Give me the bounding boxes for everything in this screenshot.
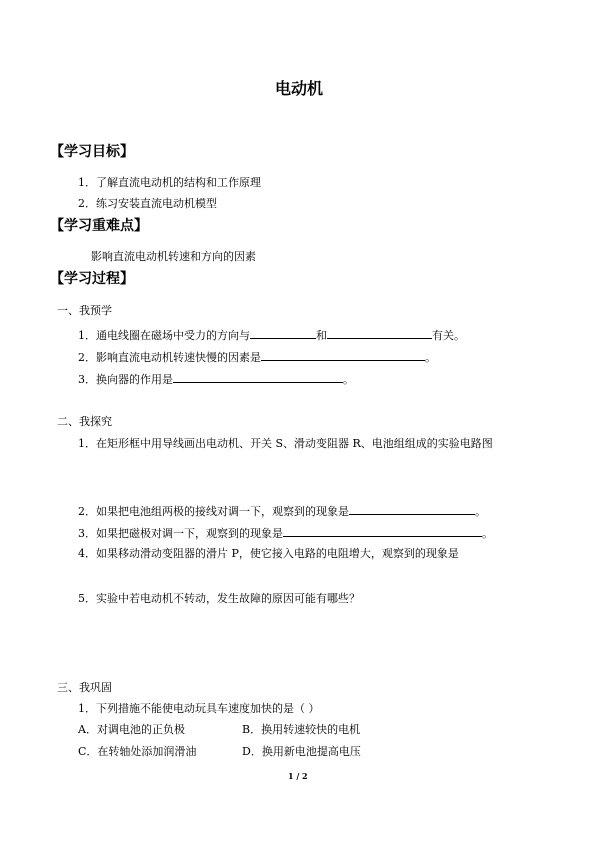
answer-blank[interactable] — [283, 526, 482, 537]
answer-blank[interactable] — [349, 504, 475, 515]
explore-question-2 — [78, 504, 486, 517]
consolidate-question-1: 1．下列措施不能使电动玩具车速度加快的是（ ） — [78, 702, 320, 715]
option-c: C．在转轴处添加润滑油 — [78, 745, 197, 758]
answer-blank[interactable] — [173, 372, 343, 383]
objectives-heading: 【学习目标】 — [50, 144, 134, 160]
explore-question-3 — [78, 526, 493, 539]
explore-q2-suffix: 。 — [475, 505, 486, 518]
preview-q2-prefix: 2．影响直流电动机转速快慢的因素是 — [78, 351, 261, 364]
preview-heading: 一、我预学 — [57, 304, 112, 317]
explore-q3-prefix: 3．如果把磁极对调一下，观察到的现象是 — [78, 527, 283, 540]
objective-item: 2．练习安装直流电动机模型 — [78, 197, 217, 210]
preview-q3-suffix: 。 — [343, 373, 354, 386]
explore-q2-prefix: 2．如果把电池组两极的接线对调一下，观察到的现象是 — [78, 505, 349, 518]
preview-question-3 — [78, 372, 354, 385]
process-heading: 【学习过程】 — [50, 271, 134, 287]
key-points-heading: 【学习重难点】 — [50, 218, 148, 234]
preview-q1-prefix: 1．通电线圈在磁场中受力的方向与 — [78, 329, 250, 342]
preview-q1-suffix: 有关。 — [432, 329, 465, 342]
explore-q3-suffix: 。 — [482, 527, 493, 540]
key-points-text: 影响直流电动机转速和方向的因素 — [91, 250, 256, 263]
consolidate-heading: 三、我巩固 — [57, 681, 112, 694]
preview-q1-mid: 和 — [316, 329, 327, 342]
preview-q2-suffix: 。 — [425, 351, 436, 364]
objective-item: 1．了解直流电动机的结构和工作原理 — [78, 176, 261, 189]
preview-q3-prefix: 3．换向器的作用是 — [78, 373, 173, 386]
preview-question-1 — [78, 328, 465, 341]
explore-heading: 二、我探究 — [57, 415, 112, 428]
explore-question-4: 4．如果移动滑动变阻器的滑片 P，使它接入电路的电阻增大，观察到的现象是 — [78, 547, 459, 560]
answer-blank[interactable] — [261, 350, 425, 361]
explore-question-5: 5．实验中若电动机不转动，发生故障的原因可能有哪些？ — [78, 592, 360, 605]
page-title: 电动机 — [275, 79, 324, 98]
preview-question-2 — [78, 350, 436, 363]
explore-question-1: 1．在矩形框中用导线画出电动机、开关 S、滑动变阻器 R、电池组组成的实验电路图 — [78, 437, 493, 450]
option-d: D．换用新电池提高电压 — [242, 745, 361, 758]
option-a: A．对调电池的正负极 — [78, 723, 185, 736]
answer-blank[interactable] — [250, 328, 316, 339]
option-b: B．换用转速较快的电机 — [242, 723, 361, 736]
page-number: 1 / 2 — [288, 771, 308, 781]
answer-blank[interactable] — [327, 328, 432, 339]
